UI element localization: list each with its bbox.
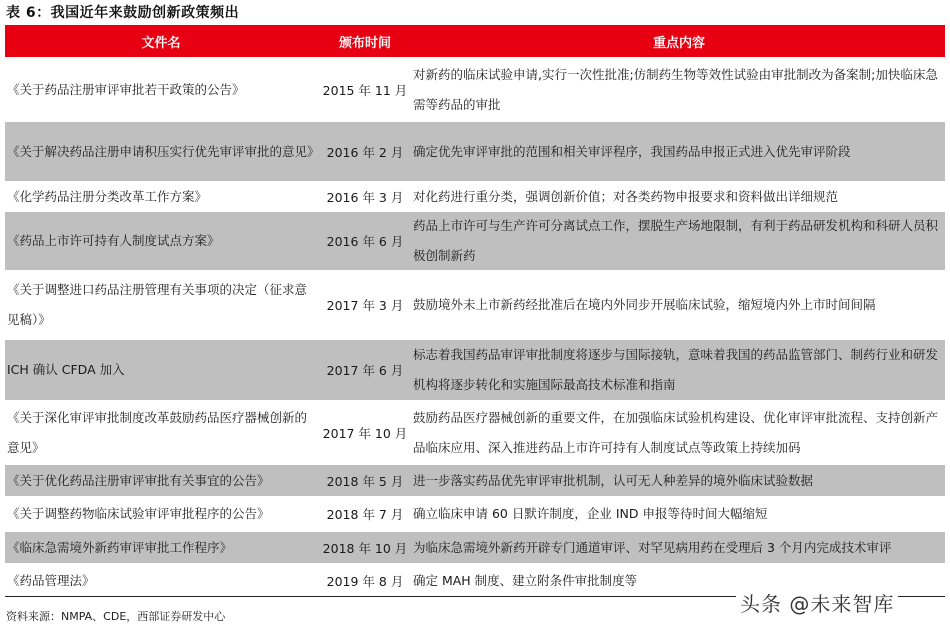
- table-row: [5, 400, 945, 463]
- cell-key-content: 为临床急需境外新药开辟专门通道审评、对罕见病用药在受理后 3 个月内完成技术审评: [413, 539, 892, 555]
- table-row: [5, 338, 945, 400]
- cell-document-name: 《化学药品注册分类改革工作方案》: [7, 188, 208, 204]
- watermark: 头条 @未来智库: [736, 588, 898, 617]
- source-note: 资料来源：NMPA、CDE，西部证券研发中心: [6, 610, 226, 623]
- cell-issue-date: 2018 年 5 月: [326, 473, 404, 489]
- cell-document-name: 《药品管理法》: [7, 572, 95, 588]
- table-row: [5, 120, 945, 181]
- cell-issue-date: 2016 年 3 月: [326, 189, 404, 205]
- cell-document-name: 《关于调整药物临床试验审评审批程序的公告》: [7, 506, 270, 521]
- cell-key-content: 药品上市许可与生产许可分离试点工作，摆脱生产场地限制，有利于药品研发机构和科研人员积极创制新药: [413, 218, 939, 263]
- cell-key-content: 确定 MAH 制度、建立附条件审批制度等: [413, 572, 638, 588]
- cell-document-name: 《关于优化药品注册审评审批有关事宜的公告》: [7, 472, 270, 488]
- cell-issue-date: 2016 年 2 月: [326, 144, 404, 160]
- cell-document-name: 《关于深化审评审批制度改革鼓励药品医疗器械创新的意见》: [7, 409, 308, 455]
- cell-key-content: 鼓励境外未上市新药经批准后在境内外同步开展临床试验，缩短境内外上市时间间隔: [413, 297, 876, 312]
- cell-issue-date: 2018 年 7 月: [326, 507, 404, 522]
- table-row: [5, 181, 945, 210]
- cell-issue-date: 2019 年 8 月: [326, 573, 404, 589]
- cell-document-name: 《关于调整进口药品注册管理有关事项的决定（征求意见稿）》: [7, 282, 308, 327]
- cell-key-content: 标志着我国药品审评审批制度将逐步与国际接轨，意味着我国的药品监管部门、制药行业和研发机构将逐步转化和实施国际最高技术标准和指南: [413, 347, 939, 392]
- cell-key-content: 确立临床申请 60 日默许制度，企业 IND 申报等待时间大幅缩短: [413, 506, 768, 521]
- cell-key-content: 鼓励药品医疗器械创新的重要文件，在加强临床试验机构建设、优化审评审批流程、支持创新产品临床应用、深入推进药品上市许可持有人制度试点等政策上持续加码: [413, 409, 939, 455]
- table-title: 表 6：我国近年来鼓励创新政策频出: [6, 5, 240, 21]
- header-key-content: 重点内容: [652, 35, 705, 51]
- cell-key-content: 对新药的临床试验申请,实行一次性批准;仿制药生物等效性试验由审批制改为备案制;加快临床急需等药品的审批: [413, 66, 938, 112]
- cell-document-name: 《关于解决药品注册申请积压实行优先审评审批的意见》: [7, 143, 320, 159]
- cell-issue-date: 2017 年 10 月: [322, 425, 408, 441]
- cell-issue-date: 2015 年 11 月: [322, 82, 408, 98]
- header-document-name: 文件名: [141, 35, 181, 51]
- cell-key-content: 进一步落实药品优先审评审批机制，认可无人种差异的境外临床试验数据: [413, 472, 814, 488]
- table-row: [5, 57, 945, 120]
- table-row: [5, 496, 945, 530]
- table-row: [5, 463, 945, 496]
- header-issue-date: 颁布时间: [338, 35, 391, 51]
- cell-document-name: 《临床急需境外新药审评审批工作程序》: [7, 539, 233, 555]
- cell-issue-date: 2017 年 3 月: [326, 298, 404, 313]
- cell-document-name: ICH 确认 CFDA 加入: [7, 362, 125, 377]
- cell-key-content: 对化药进行重分类，强调创新价值；对各类药物申报要求和资料做出详细规范: [413, 188, 839, 204]
- table-row: [5, 210, 945, 270]
- cell-issue-date: 2018 年 10 月: [322, 540, 408, 556]
- cell-key-content: 确定优先审评审批的范围和相关审评程序，我国药品申报正式进入优先审评阶段: [413, 143, 851, 159]
- policy-table: [5, 25, 945, 596]
- cell-document-name: 《关于药品注册审评审批若干政策的公告》: [7, 81, 245, 97]
- table-row: [5, 530, 945, 563]
- cell-issue-date: 2017 年 6 月: [326, 363, 404, 378]
- table-header: [5, 25, 945, 57]
- cell-document-name: 《药品上市许可持有人制度试点方案》: [7, 233, 220, 248]
- cell-issue-date: 2016 年 6 月: [326, 234, 404, 249]
- table-row: [5, 270, 945, 338]
